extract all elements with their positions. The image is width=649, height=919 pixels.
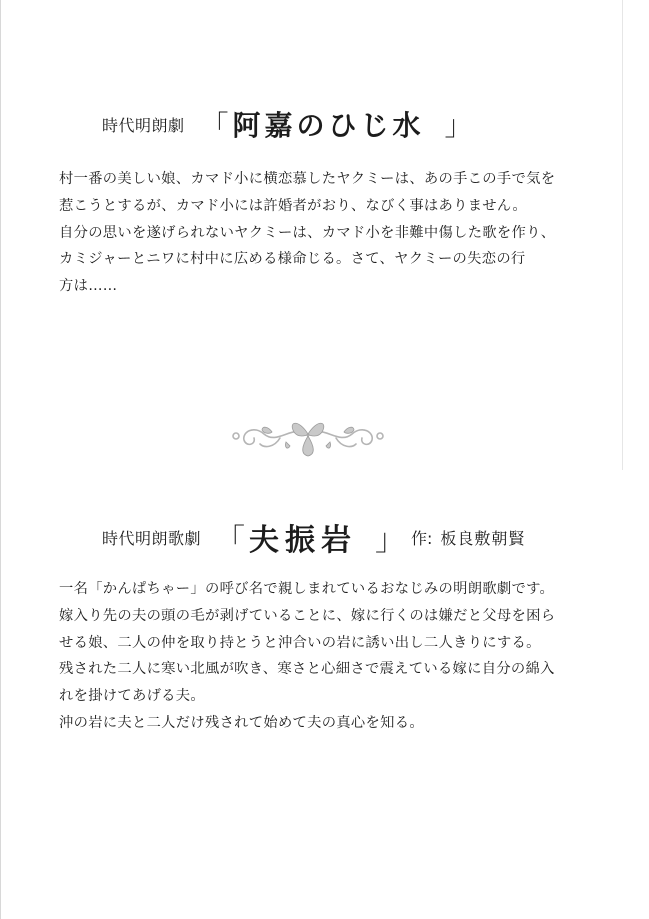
play2-line: 沖の岩に夫と二人だけ残されて始めて夫の真心を知る。 [59, 714, 424, 731]
play1-line: 村一番の美しい娘、カマド小に横恋慕したヤクミーは、あの手この手で気を [59, 171, 556, 187]
play2-line: 嫁入り先の夫の頭の毛が剥げていることに、嫁に行くのは嫌だと父母を困ら [59, 607, 556, 624]
play2-author-label: 作: [411, 528, 433, 548]
play1-bracket-close: 」 [444, 109, 473, 142]
page-edge-left [0, 0, 1, 919]
play1-heading [102, 104, 473, 144]
play2-bracket-open: 「 [215, 523, 246, 558]
play1-bracket-open: 「 [200, 109, 229, 142]
play1-line: 方は…… [59, 278, 118, 295]
play1-title: 阿嘉のひじ水 [232, 109, 425, 142]
page-edge-right [622, 0, 623, 470]
play2-title: 夫振岩 [249, 523, 358, 558]
play1-line: カミジャーとニワに村中に広める様命じる。さて、ヤクミーの失恋の行 [59, 251, 526, 268]
play2-line: れを掛けてあげる夫。 [59, 688, 205, 705]
play1-line: 惹こうとするが、カマド小には許婚者がおり、なびく事はありません。 [59, 197, 527, 214]
play2-line: せる娘、二人の仲を取り持とうと沖合いの岩に誘い出し二人きりにする。 [59, 634, 541, 651]
play1-line: 自分の思いを遂げられないヤクミーは、カマド小を非難中傷した歌を作り、 [59, 224, 556, 241]
floral-divider-icon [228, 412, 388, 460]
play2-author: 板良敷朝賢 [440, 528, 526, 548]
play1-synopsis [59, 166, 619, 300]
play2-heading [102, 515, 525, 559]
play2-synopsis [59, 576, 619, 737]
play1-genre: 時代明朗劇 [102, 115, 185, 135]
play2-genre: 時代明朗歌劇 [102, 528, 202, 548]
play2-bracket-close: 」 [375, 523, 406, 558]
play2-line: 一名「かんぱちゃー」の呼び名で親しまれているおなじみの明朗歌劇です。 [59, 581, 555, 597]
play2-line: 残された二人に寒い北風が吹き、寒さと心細さで震えている嫁に自分の綿入 [59, 661, 555, 678]
